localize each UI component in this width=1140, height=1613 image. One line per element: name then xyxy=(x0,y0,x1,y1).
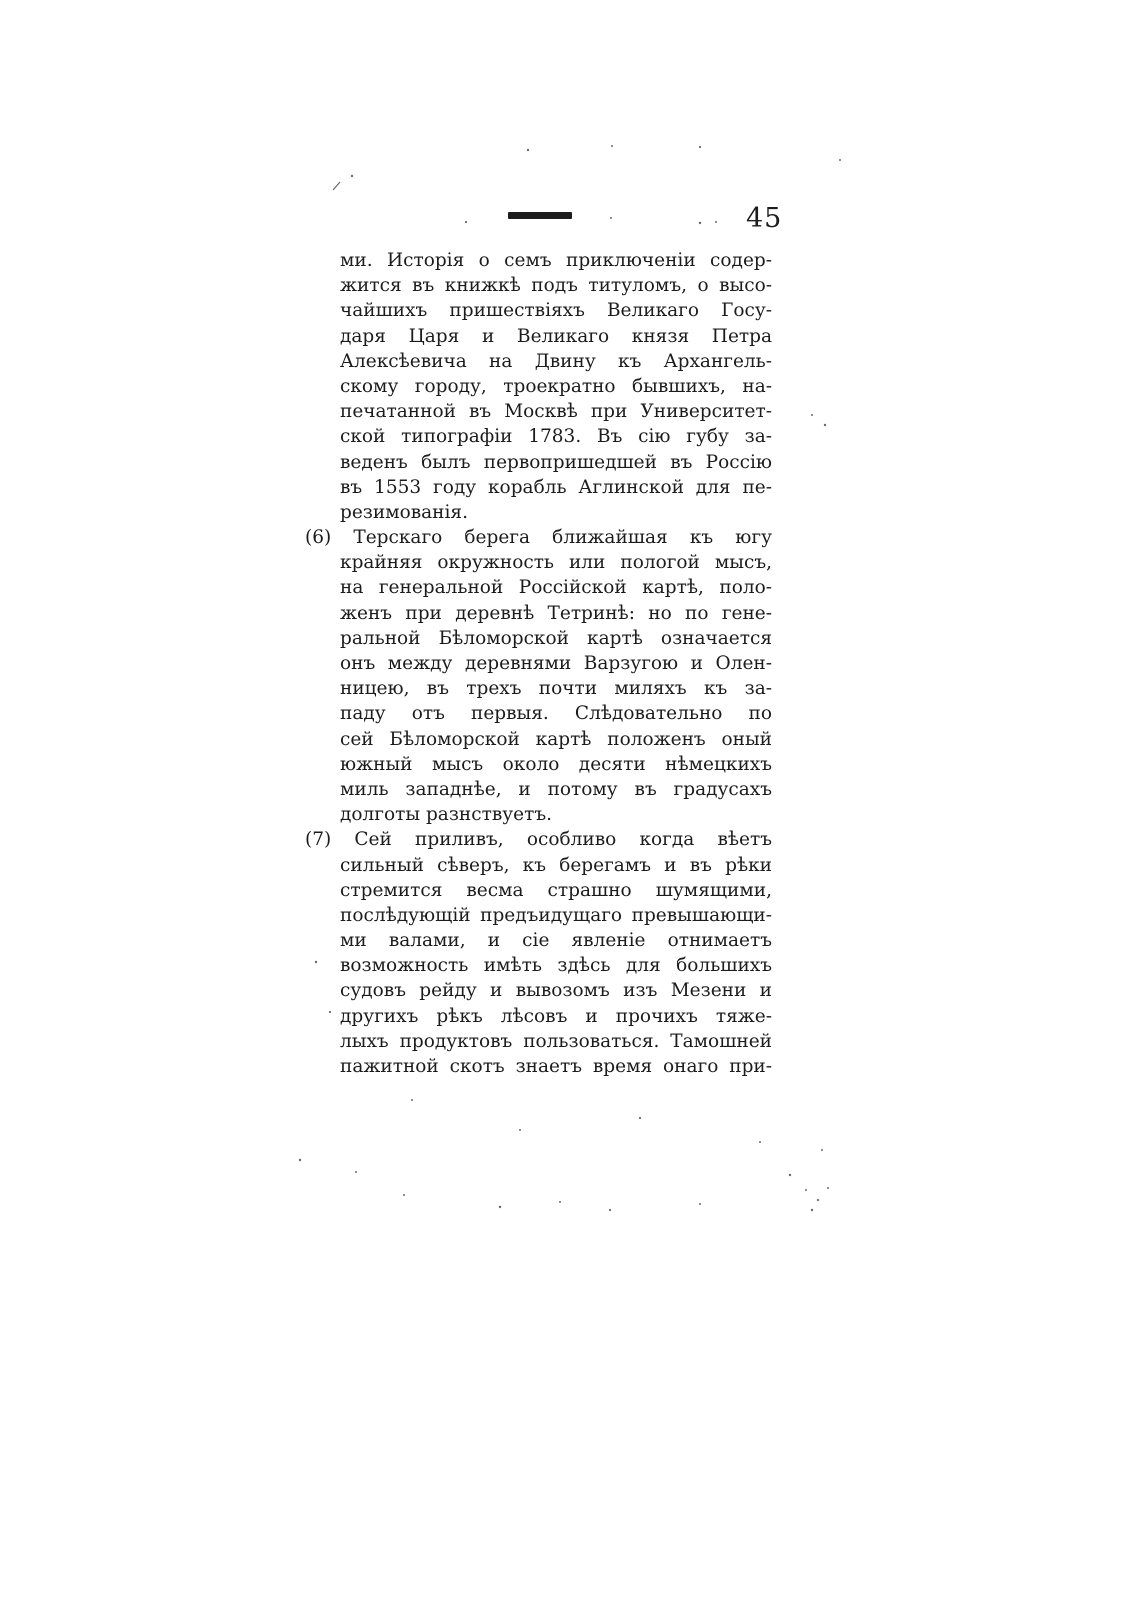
page-text xyxy=(305,248,772,1079)
continuation-paragraph xyxy=(340,248,772,525)
text-line: жится въ книжкѣ подъ титуломъ, о высо- xyxy=(340,275,772,297)
footnote-line: пажитной скотъ знаетъ время онаго при- xyxy=(340,1056,772,1077)
text-line: веденъ былъ первопришедшей въ Россію xyxy=(340,451,772,473)
footnote-line: лыхъ продуктовъ пользоваться. Тамошней xyxy=(340,1030,772,1052)
footnote-line: стремится весма страшно шумящими, xyxy=(340,879,772,901)
footnote-line: возможность имѣть здѣсь для большихъ xyxy=(340,955,772,977)
text-line: резимованія. xyxy=(340,501,468,523)
footnote-line: (7) Сей приливъ, особливо когда вѣетъ xyxy=(305,829,772,851)
footnote-7 xyxy=(305,827,772,1079)
footnote-line: другихъ рѣкъ лѣсовъ и прочихъ тяже- xyxy=(340,1005,772,1027)
footnote-line: послѣдующій предъидущаго превышающи- xyxy=(340,904,772,926)
footnote-line: женъ при деревнѣ Тетринѣ: но по гене- xyxy=(340,602,772,624)
footnote-line: ницею, въ трехъ почти миляхъ къ за- xyxy=(340,678,772,700)
text-line: Алексѣевича на Двину къ Архангель- xyxy=(340,350,772,372)
text-line: даря Царя и Великаго князя Петра xyxy=(340,325,772,347)
text-line: чайшихъ пришествіяхъ Великаго Госу- xyxy=(340,300,772,322)
footnote-6 xyxy=(305,525,772,827)
footnote-line: сей Бѣломорской картѣ положенъ оный xyxy=(340,728,772,750)
footnote-line: онъ между деревнями Варзугою и Олен- xyxy=(340,653,772,674)
page-number: 45 xyxy=(746,203,783,234)
footnote-line: миль западнѣе, и потому въ градусахъ xyxy=(340,778,772,800)
text-line: въ 1553 году корабль Аглинской для пе- xyxy=(340,476,772,498)
header-ornament-rule xyxy=(508,212,572,219)
footnote-line: сильный сѣверъ, къ берегамъ и въ рѣки xyxy=(340,854,772,876)
footnote-line: судовъ рейду и вывозомъ изъ Мезени и xyxy=(340,980,772,1002)
footnote-line: (6) Терскаго берега ближайшая къ югу xyxy=(305,527,772,549)
footnote-line: на генеральной Россійской картѣ, поло- xyxy=(340,577,772,599)
footnote-line: южный мысъ около десяти нѣмецкихъ xyxy=(340,753,772,775)
footnote-line: долготы разнствуетъ. xyxy=(340,804,552,826)
footnote-line: крайняя окружность или пологой мысъ, xyxy=(340,552,772,574)
text-line: печатанной въ Москвѣ при Университет- xyxy=(340,401,772,423)
footnote-line: ральной Бѣломорской картѣ означается xyxy=(340,627,772,649)
text-line: скому городу, троекратно бывшихъ, на- xyxy=(340,375,772,397)
footnote-line: ми валами, и сіе явленіе отнимаетъ xyxy=(340,930,772,952)
text-line: ми. Исторія о семъ приключеніи содер- xyxy=(340,250,772,271)
footnote-line: паду отъ первыя. Слѣдовательно по xyxy=(340,703,772,725)
text-line: ской типографіи 1783. Въ сію губу за- xyxy=(340,426,772,448)
